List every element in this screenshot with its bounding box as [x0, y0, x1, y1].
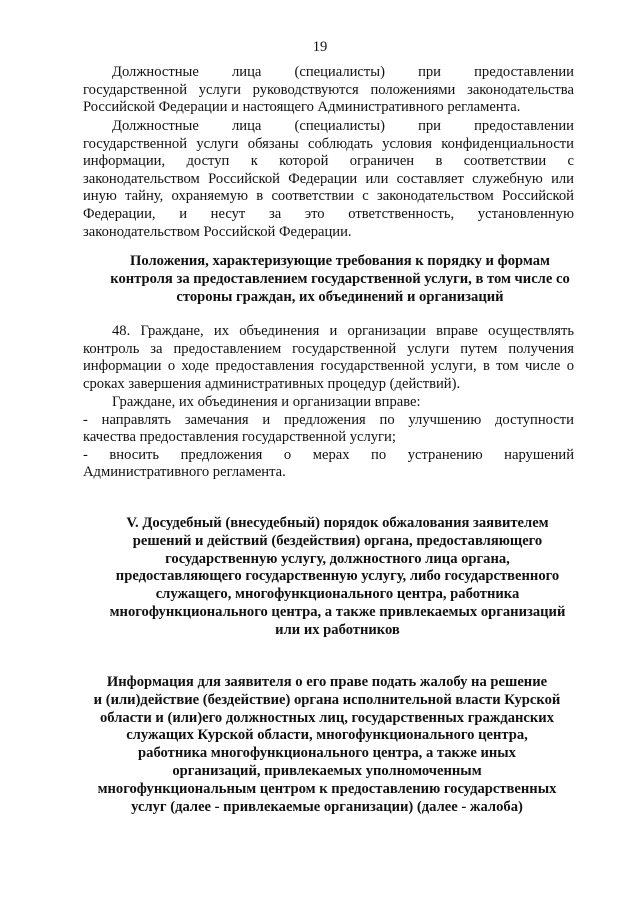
- paragraph-citizens-rights: [83, 394, 574, 482]
- heading-line: Положения, характеризующие требования к порядку и формам: [130, 253, 550, 269]
- page-number: 19: [312, 39, 328, 55]
- text-line: информации о ходе предоставления государственной услуги, в том числе о: [83, 358, 574, 375]
- heading-line: контроля за предоставлением государственной услуги, в том числе со: [110, 270, 570, 287]
- text-line: Российской Федерации и настоящего Административного регламента.: [83, 99, 521, 116]
- heading-line: служащего, многофункционального центра, работника: [155, 586, 520, 603]
- bullet-line: - вносить предложения о мерах по устранению нарушений: [83, 446, 574, 463]
- text-line: государственной услуги руководствуются положениями законодательства: [83, 81, 574, 98]
- text-line: Граждане, их объединения и организации вправе:: [112, 394, 421, 410]
- heading-line: государственную услугу, должностного лица органа,: [165, 550, 510, 567]
- text-line: Должностные лица (специалисты) при предоставлении: [112, 64, 574, 80]
- text-line: Федерации, и несут за это ответственность, установленную: [83, 205, 574, 222]
- paragraph-officials-guidance: [83, 64, 574, 117]
- text-line: государственной услуги обязаны соблюдать условия конфиденциальности: [83, 135, 574, 152]
- heading-line: предоставляющего государственную услугу, либо государственного: [115, 568, 560, 585]
- heading-complaint-information: [72, 674, 582, 816]
- heading-line: служащих Курской области, многофункционального центра,: [126, 727, 528, 744]
- heading-control-requirements: [100, 253, 580, 306]
- heading-line: услуг (далее - привлекаемые организации) (далее - жалоба): [131, 798, 523, 815]
- heading-line: работника многофункционального центра, а также иных: [138, 745, 516, 762]
- heading-section-v: [95, 515, 580, 640]
- heading-line: или их работников: [275, 621, 400, 638]
- heading-line: многофункционального центра, а также привлекаемых организаций: [109, 603, 566, 620]
- heading-line: и (или)действие (бездействие) органа исполнительной власти Курской: [93, 691, 561, 708]
- heading-line: области и (или)его должностных лиц, государственных гражданских: [99, 709, 555, 726]
- text-line: Должностные лица (специалисты) при предоставлении: [112, 118, 574, 134]
- text-line: иную тайну, охраняемую в соответствии с законодательством Российской: [83, 188, 574, 205]
- text-line: сроках завершения административных процедур (действий).: [83, 375, 461, 392]
- paragraph-48: [83, 323, 574, 393]
- paragraph-officials-confidentiality: [83, 118, 574, 241]
- text-line: законодательством Российской Федерации или составляет служебную или: [83, 170, 574, 187]
- heading-line: решений и действий (бездействия) органа, предоставляющего: [132, 532, 543, 549]
- heading-line: многофункциональным центром к предоставлению государственных: [97, 780, 557, 797]
- bullet-line: качества предоставления государственной услуги;: [83, 429, 396, 446]
- text-line: 48. Граждане, их объединения и организации вправе осуществлять: [112, 323, 574, 339]
- text-line: контроль за предоставлением государственной услуги путем получения: [83, 340, 574, 357]
- text-line: законодательством Российской Федерации.: [83, 223, 352, 240]
- heading-line: Информация для заявителя о его праве подать жалобу на решение: [106, 674, 548, 690]
- heading-line: V. Досудебный (внесудебный) порядок обжалования заявителем: [126, 515, 549, 531]
- text-line: информации, доступ к которой ограничен в соответствии с: [83, 153, 574, 170]
- bullet-line: Административного регламента.: [83, 464, 286, 481]
- bullet-line: - направлять замечания и предложения по улучшению доступности: [83, 411, 574, 428]
- heading-line: организаций, привлекаемых уполномоченным: [172, 762, 482, 779]
- heading-line: стороны граждан, их объединений и организаций: [176, 288, 504, 305]
